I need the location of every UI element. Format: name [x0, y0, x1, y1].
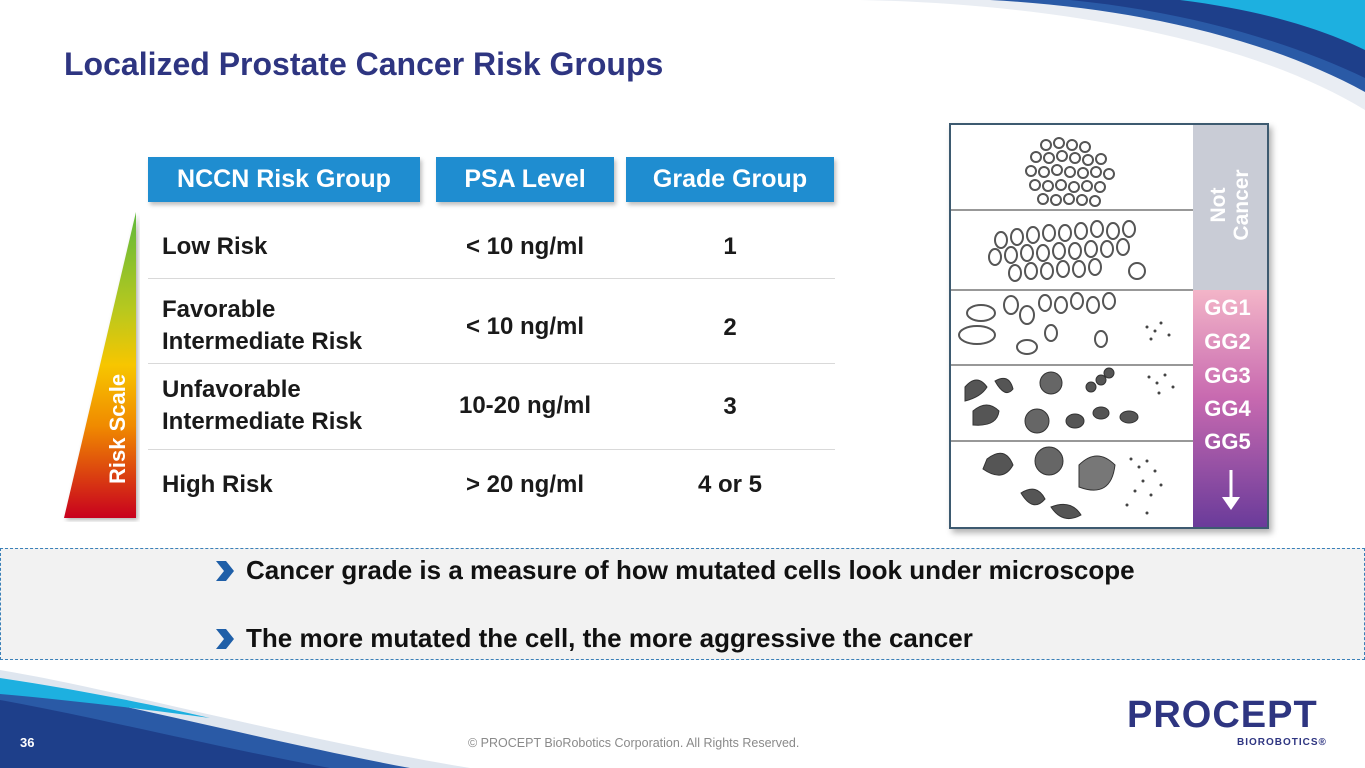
chevron-right-icon	[214, 560, 236, 582]
not-cancer-label	[1185, 155, 1275, 245]
procept-logo: PROCEPT	[1127, 694, 1318, 736]
header-psa-level: PSA Level	[436, 157, 614, 202]
page-number: 36	[20, 735, 35, 750]
not-cancer-line2: Cancer	[1230, 169, 1253, 241]
header-grade-group: Grade Group	[626, 157, 834, 202]
grade-label-gg3: GG3	[1204, 363, 1251, 388]
row-divider	[148, 278, 835, 279]
row-high-risk-psa: > 20 ng/ml	[465, 471, 585, 498]
row-unfavorable-psa: 10-20 ng/ml	[458, 392, 592, 419]
chevron-right-icon	[214, 628, 236, 650]
bullet-text: The more mutated the cell, the more aggressive the cancer	[246, 623, 973, 653]
row-unfavorable-label-line2: Intermediate Risk	[162, 408, 363, 435]
grade-label-gg5: GG5	[1204, 429, 1251, 454]
procept-logo-subtext: BIOROBOTICS®	[1237, 737, 1327, 748]
page-title: Localized Prostate Cancer Risk Groups	[64, 46, 664, 82]
not-cancer-line1: Not	[1207, 187, 1230, 223]
row-unfavorable-grade: 3	[723, 393, 737, 420]
row-low-risk-grade: 1	[723, 233, 737, 260]
row-favorable-psa: < 10 ng/ml	[465, 313, 585, 340]
row-high-risk-label: High Risk	[162, 471, 273, 498]
row-low-risk-psa: < 10 ng/ml	[465, 233, 585, 260]
grade-label-gg2: GG2	[1204, 329, 1251, 354]
header-nccn-risk-group: NCCN Risk Group	[148, 157, 420, 202]
row-unfavorable-label-line1: Unfavorable	[162, 376, 301, 403]
risk-scale-label: Risk Scale	[105, 373, 130, 484]
grade-label-gg4: GG4	[1204, 396, 1251, 421]
bullet-item	[214, 623, 973, 654]
row-favorable-label-line1: Favorable	[162, 296, 276, 323]
row-divider	[148, 449, 835, 450]
bullet-text: Cancer grade is a measure of how mutated cells look under microscope	[246, 555, 1135, 585]
row-high-risk-grade: 4 or 5	[697, 471, 763, 498]
row-low-risk-label: Low Risk	[162, 233, 268, 260]
row-favorable-grade: 2	[723, 314, 737, 341]
copyright-text: © PROCEPT BioRobotics Corporation. All Rights Reserved.	[468, 736, 800, 750]
row-divider	[148, 363, 835, 364]
row-favorable-label-line2: Intermediate Risk	[162, 328, 363, 355]
bottom-swoosh-decoration	[0, 660, 520, 768]
grade-label-gg1: GG1	[1204, 295, 1251, 320]
bullet-item	[214, 555, 1135, 586]
